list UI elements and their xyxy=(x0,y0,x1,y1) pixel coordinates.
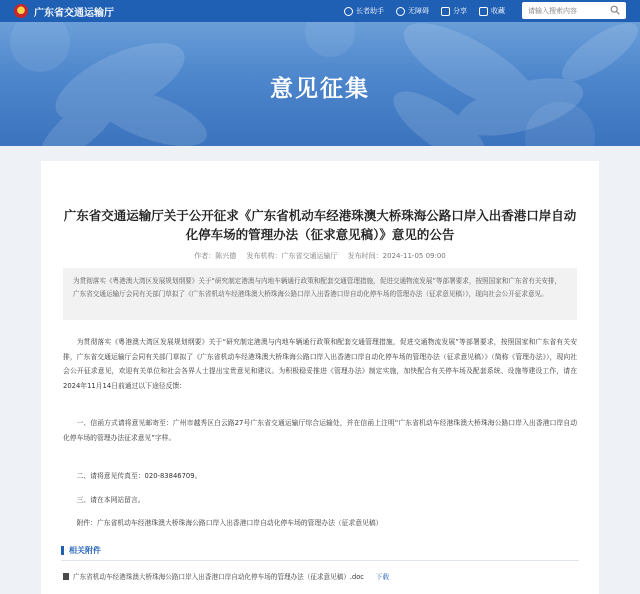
meta-author: 作者：陈兴德 xyxy=(194,252,237,260)
download-link[interactable]: 下载 xyxy=(375,573,390,581)
body-paragraph-4: 三、请在本网站留言。 xyxy=(76,495,145,504)
site-title[interactable]: 广东省交通运输厅 xyxy=(34,7,114,19)
bookmark-button[interactable] xyxy=(479,6,505,16)
accessibility-label: 无障碍 xyxy=(408,7,429,15)
body-paragraph-3: 二、请将意见传真至：020-83846709。 xyxy=(76,472,202,480)
accessibility-icon xyxy=(396,7,405,16)
article-title-line-2: 化停车场的管理办法（征求意见稿）》意见的公告 xyxy=(185,227,455,242)
meta-org: 发布机构：广东省交通运输厅 xyxy=(246,252,338,260)
article-title-line-1: 广东省交通运输厅关于公开征求《广东省机动车经港珠澳大桥珠海公路口岸入出香港口岸自动 xyxy=(63,208,577,223)
search-icon[interactable] xyxy=(610,5,620,15)
accessibility-button[interactable] xyxy=(396,6,429,16)
elder-helper-label: 长者助手 xyxy=(356,7,384,15)
bookmark-label: 收藏 xyxy=(491,7,505,15)
banner xyxy=(0,22,640,146)
related-heading: 相关附件 xyxy=(69,546,101,555)
body-paragraph-2: 一、信函方式请将意见邮寄至：广州市越秀区白云路27号广东省交通运输厅综合运输处，并在信函上注明“广东省机动车经港珠澳大桥珠海公路口岸入出香港口岸自动化停车场的管理办法征求意见”字样。 xyxy=(63,419,577,442)
body-paragraph-5: 附件：广东省机动车经港珠澳大桥珠海公路口岸入出香港口岸自动化停车场的管理办法（征求意见稿） xyxy=(76,519,383,527)
national-emblem-icon xyxy=(14,4,28,18)
share-label: 分享 xyxy=(453,7,467,15)
article-summary: 为贯彻落实《粤港澳大湾区发展规划纲要》关于“研究制定港澳与内地车辆通行政策和配套交通管理措施，促进交通物流发展”等部署要求，按照国家和广东省有关安排，广东省交通运输厅会同有关部门草拟了《广东省机动车经港珠澳大桥珠海公路口岸入出香港口岸自动化停车场的管理办法（征求意见稿）》，现向社会公开征求意见。 xyxy=(63,268,577,320)
header-tools xyxy=(344,0,505,22)
elder-helper-button[interactable] xyxy=(344,6,384,16)
share-button[interactable] xyxy=(441,6,467,16)
meta-time: 发布时间：2024-11-05 09:00 xyxy=(347,252,446,260)
top-bar xyxy=(0,0,640,22)
article-meta xyxy=(61,251,579,261)
article-title xyxy=(61,206,579,244)
bookmark-icon xyxy=(479,7,488,16)
share-icon xyxy=(441,7,450,16)
banner-title: 意见征集 xyxy=(270,76,370,102)
file-icon xyxy=(63,573,69,580)
elder-icon xyxy=(344,7,353,16)
section-marker xyxy=(61,546,64,555)
attachment-item xyxy=(63,571,577,581)
attachment-name[interactable]: 广东省机动车经港珠澳大桥珠海公路口岸入出香港口岸自动化停车场的管理办法（征求意见稿）.doc xyxy=(73,573,364,581)
related-attachments-header xyxy=(61,545,579,561)
article-body xyxy=(63,335,577,531)
article-card xyxy=(41,161,599,594)
body-paragraph-1: 为贯彻落实《粤港澳大湾区发展规划纲要》关于“研究制定港澳与内地车辆通行政策和配套交通管理措施，促进交通物流发展”等部署要求，按照国家和广东省有关安排，广东省交通运输厅会同有关部门草拟了《广东省机动车经港珠澳大桥珠海公路口岸入出香港口岸自动化停车场的管理办法（征求意见稿）》（简称《管理办法》），现向社会公开征求意见，欢迎有关单位和社会各界人士提出宝贵意见和建议。为积极稳妥推进《管理办法》制定实施，加快配合有关停车场及配套系统、设施等建设工作，请在2024年11月14日前通过以下途径反馈： xyxy=(63,338,577,390)
